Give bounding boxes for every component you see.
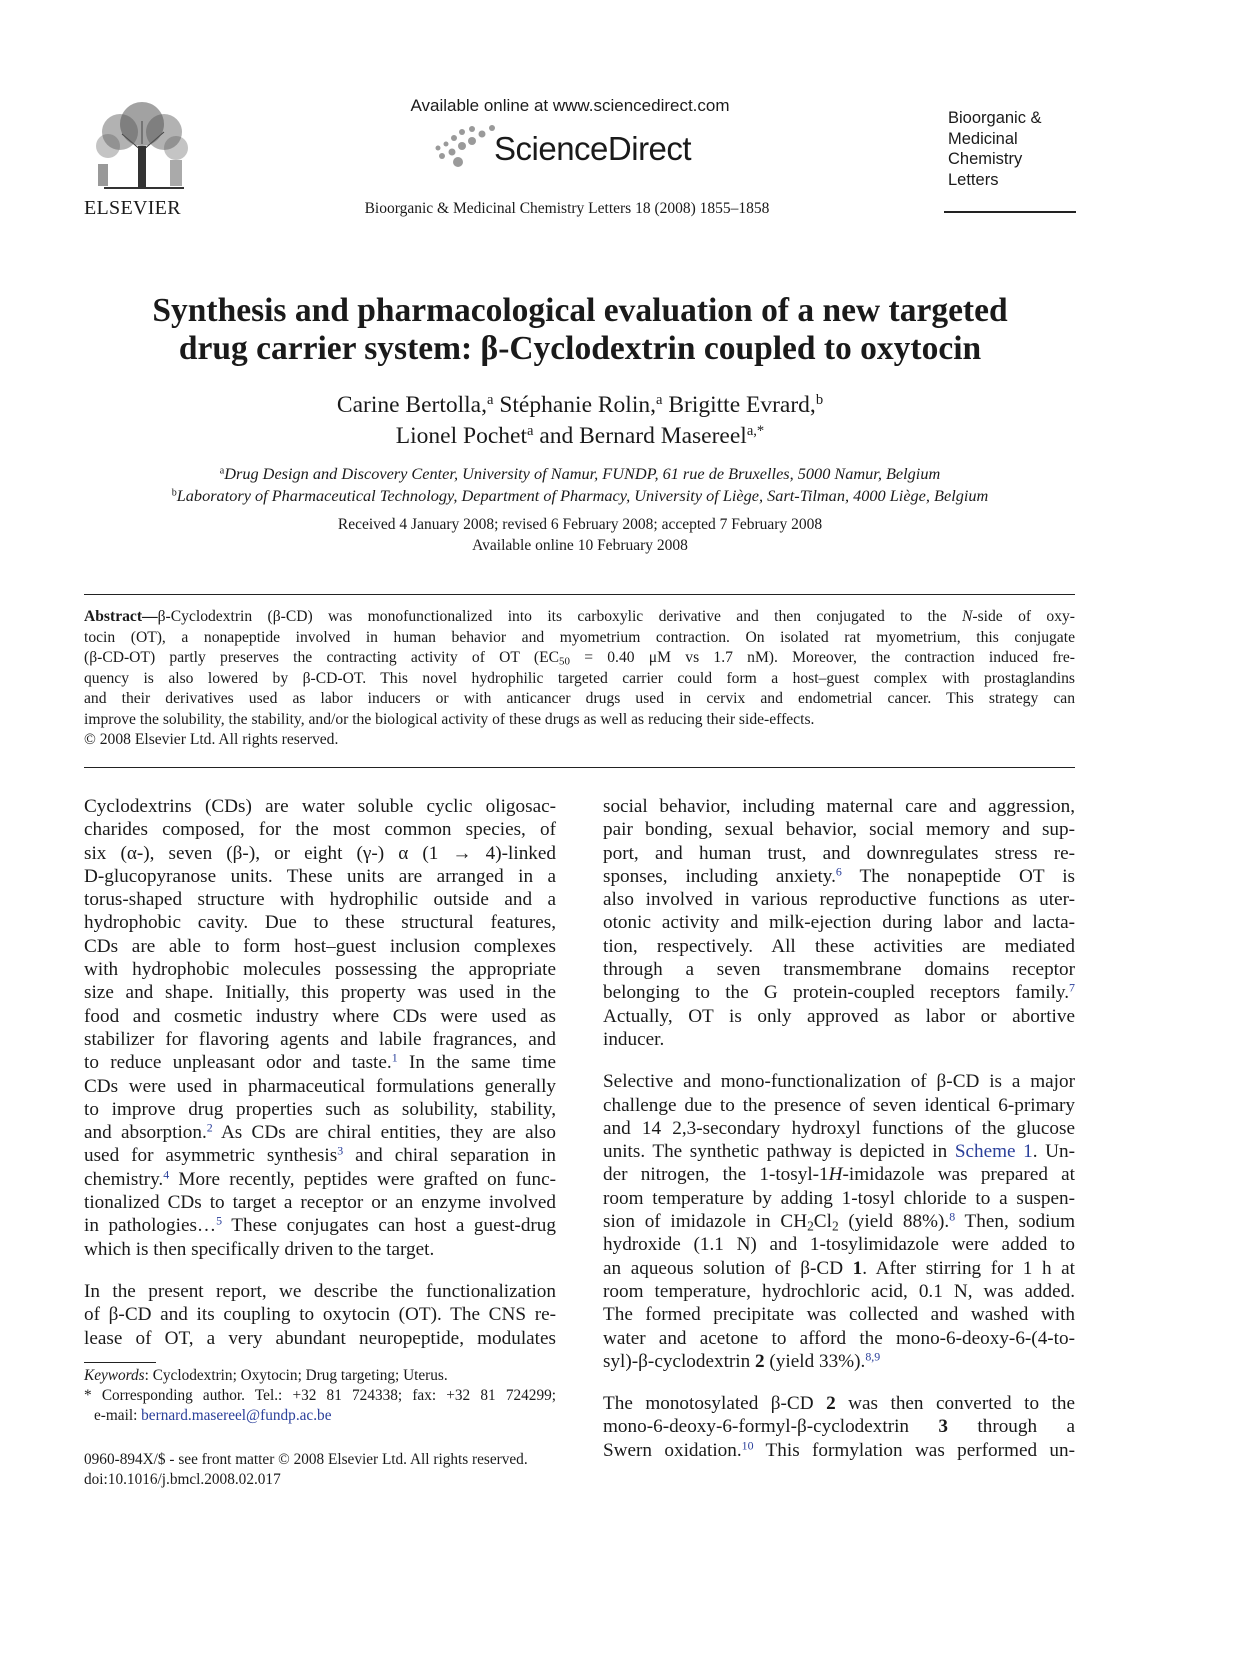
- paragraph-oxytocin: social behavior, including maternal care and aggression, pair bonding, sexual behavior, social memory and sup- port, and human trust, and downregulates stress re- sponses, including anxiety.$^6$ The nonapeptide OT is also involved in various reproductive functions as uter- otonic activity and milk-ejection during labor and lacta- tion, respectively. All these activities are mediated through a seven transmembrane domains receptor belonging to the G protein-coupled receptors family.$^7$ Actually, OT is only approved as labor or abortive inducer.: [603, 796, 1075, 1050]
- email-link[interactable]: bernard.masereel@fundp.ac.be: [141, 1407, 332, 1424]
- paragraph-report: In the present report, we describe the functionalization of β-CD and its coupling to oxytocin (OT). The CNS re- lease of OT, a very abundant neuropeptide, modulates: [84, 1280, 556, 1349]
- footer: [84, 1450, 528, 1490]
- ref-6[interactable]: 6: [835, 864, 842, 879]
- elsevier-logo: [84, 96, 200, 219]
- ref-8[interactable]: 8: [949, 1209, 956, 1224]
- journal-name-rule: [944, 211, 1076, 213]
- body-right-column: [603, 795, 1075, 1462]
- body-left-column: [84, 795, 556, 1350]
- scheme-1-link[interactable]: Scheme 1: [954, 1141, 1033, 1163]
- abstract: Abstract—β-Cyclodextrin (β-CD) was monofunctionalized into its carboxylic derivative and then conjugated to the N-side of oxy- tocin (OT), a nonapeptide involved in human behavior and myometrium contraction. On isolated rat myometrium, this conjugate (β-CD-OT) partly preserves the contracting activity of OT ($EC_{50} = 0.40$ μM vs 1.7 nM). Moreover, the contraction induced fre- quency is also lowered by β-CD-OT. This novel hydrophilic targeted carrier could form a host–guest complex with prostaglandins and their derivatives used as labor inducers or with anticancer drugs used in cervix and endometrial cancer. This strategy can improve the solubility, the stability, and/or the biological activity of these drugs as well as reducing their side-effects. © 2008 Elsevier Ltd. All rights reserved.: [84, 607, 1075, 751]
- paragraph-synthesis: Selective and mono-functionalization of β-CD is a major challenge due to the presence of seven identical 6-primary and 14 2,3-secondary hydroxyl functions of the glucose units. The synthetic pathway is depicted in Scheme 1. Un- der nitrogen, the 1-tosyl-1H-imidazole was prepared at room temperature by adding 1-tosyl chloride to a suspen- sion of imidazole in $CH_2Cl_2$ (yield 88%).$^8$ Then, sodium hydroxide (1.1 N) and 1-tosylimidazole were added to an aqueous solution of β-CD 1. After stirring for 1 h at room temperature, hydrochloric acid, 0.1 N, was added. The formed precipitate was collected and washed with water and acetone to afford the mono-6-deoxy-6-(4-to- syl)-β-cyclodextrin 2 (yield 33%).$^{8,9}$: [603, 1071, 1076, 1372]
- footnote-rule: [84, 1362, 156, 1363]
- affiliation-a: $^a$Drug Design and Discovery Center, University of Namur, FUNDP, 61 rue de Bruxelles, 5000 Namur, Belgium: [219, 464, 941, 483]
- abstract-bottom-rule: [84, 767, 1075, 768]
- elsevier-tree-icon: [84, 96, 200, 192]
- ref-3[interactable]: 3: [337, 1143, 344, 1158]
- sciencedirect-dots-icon: [428, 124, 504, 170]
- abstract-copyright: © 2008 Elsevier Ltd. All rights reserved.: [84, 731, 339, 748]
- ref-8-9[interactable]: 8,9: [865, 1349, 881, 1364]
- ref-1[interactable]: 1: [391, 1050, 398, 1065]
- journal-reference: Bioorganic & Medicinal Chemistry Letters 18 (2008) 1855–1858: [364, 200, 770, 217]
- footnotes: Keywords: Cyclodextrin; Oxytocin; Drug targeting; Uterus. * Corresponding author. Tel.: +32 81 724338; fax: +32 81 724299; e-mail: bernard.masereel@fundp.ac.be: [84, 1367, 556, 1424]
- ref-5[interactable]: 5: [216, 1213, 223, 1228]
- publisher-name: ELSEVIER: [84, 197, 181, 219]
- paragraph-swern: The monotosylated β-CD 2 was then converted to the mono-6-deoxy-6-formyl-β-cyclodextrin 3 through a Swern oxidation.$^{10}$ This formylation was performed un-: [603, 1393, 1075, 1461]
- affiliation-b: $^b$Laboratory of Pharmaceutical Technology, Department of Pharmacy, University of Liège, Sart-Tilman, 4000 Liège, Belgium: [171, 486, 989, 505]
- available-online: Available online at www.sciencedirect.com: [410, 96, 730, 115]
- abstract-top-rule: [84, 594, 1075, 595]
- ref-7[interactable]: 7: [1069, 980, 1075, 995]
- ref-2[interactable]: 2: [206, 1120, 213, 1135]
- authors: Carine Bertolla,$^a$ Stéphanie Rolin,$^a$ Brigitte Evrard,$^b$ Lionel Pochet$^a$ and Bernard Masereel$^{a,*}$: [336, 392, 824, 449]
- article-title: Synthesis and pharmacological evaluation of a new targeted drug carrier system: β-Cyclodextrin coupled to oxytocin: [152, 292, 1008, 367]
- doi-line: doi:10.1016/j.bmcl.2008.02.017: [84, 1471, 281, 1488]
- journal-name: Bioorganic & Medicinal Chemistry Letters: [948, 109, 1042, 189]
- ref-10[interactable]: 10: [741, 1438, 754, 1453]
- sciencedirect-wordmark: ScienceDirect: [494, 130, 692, 167]
- ref-4[interactable]: 4: [163, 1167, 170, 1182]
- article-dates: Received 4 January 2008; revised 6 February 2008; accepted 7 February 2008 Available online 10 February 2008: [337, 516, 823, 554]
- affiliations: [80, 463, 1080, 507]
- paragraph-intro: Cyclodextrins (CDs) are water soluble cyclic oligosac- charides composed, for the most common species, of six (α-), seven (β-), or eight (γ-) α (1 → 4)-linked D-glucopyranose units. These units are arranged in a torus-shaped structure with hydrophilic outside and a hydrophobic cavity. Due to these structural features, CDs are able to form host–guest inclusion complexes with hydrophobic molecules possessing the appropriate size and shape. Initially, this property was used in the food and cosmetic industry where CDs were used as stabilizer for flavoring agents and labile fragrances, and to reduce unpleasant odor and taste.$^1$ In the same time CDs were used in pharmaceutical formulations generally to improve drug properties such as solubility, stability, and absorption.$^2$ As CDs are chiral entities, they are also used for asymmetric synthesis$^3$ and chiral separation in chemistry.$^4$ More recently, peptides were grafted on func- tionalized CDs to target a receptor or an enzyme involved in pathologies…$^5$ These conjugates can host a guest-drug which is then specifically driven to the target.: [84, 796, 557, 1260]
- sciencedirect-logo: [428, 122, 718, 172]
- issn-line: 0960-894X/$ - see front matter © 2008 Elsevier Ltd. All rights reserved.: [84, 1451, 528, 1468]
